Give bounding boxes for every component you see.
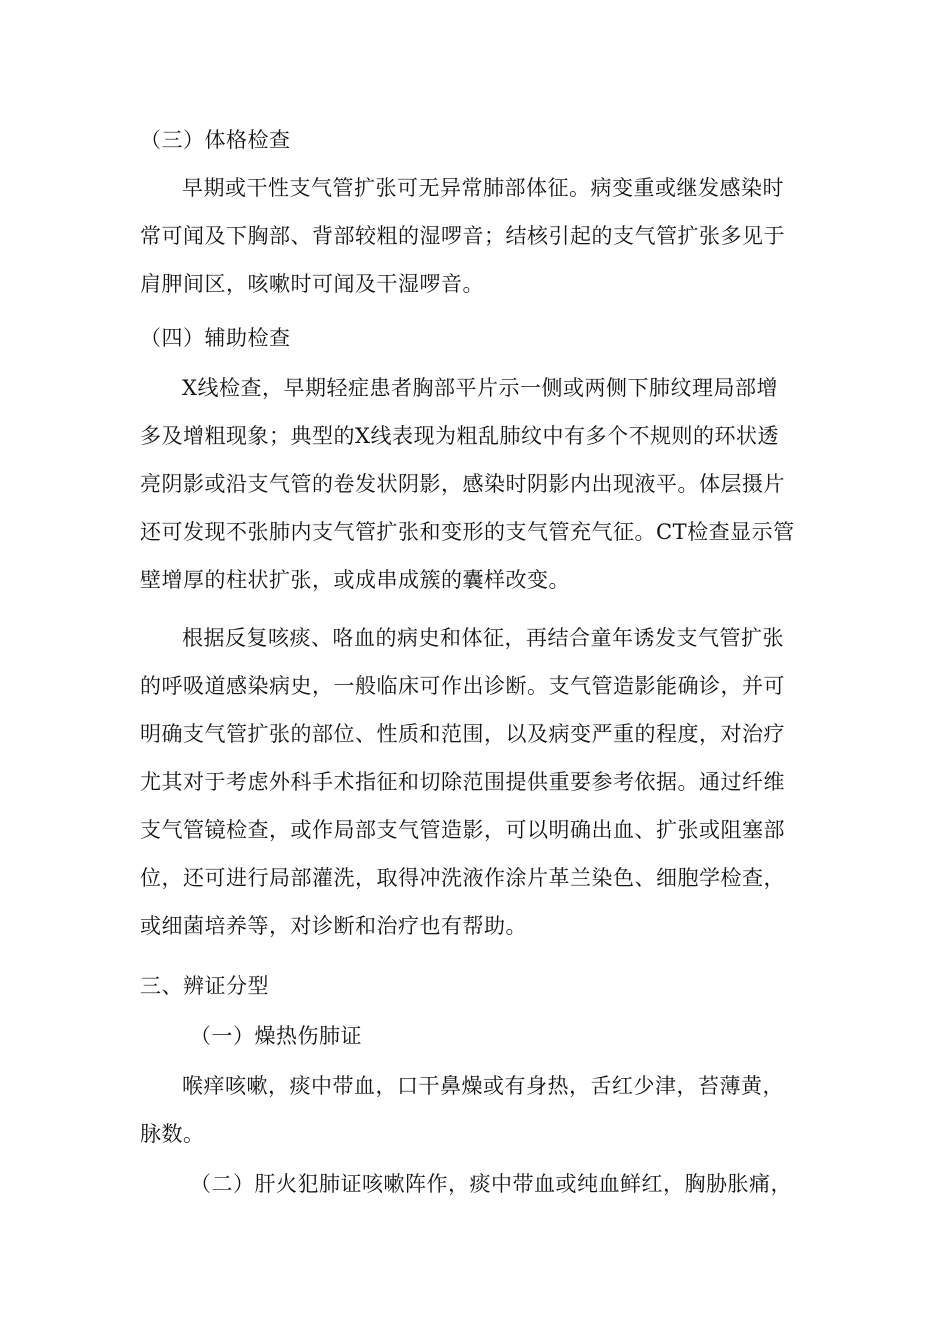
paragraph-line: 或细菌培养等，对诊断和治疗也有帮助。 (140, 914, 527, 938)
section-heading-auxiliary-exam: （四）辅助检查 (140, 326, 291, 350)
paragraph-line: 明确支气管扩张的部位、性质和范围，以及病变严重的程度，对治疗 (140, 722, 785, 746)
dryness-heat-paragraph (140, 1062, 784, 1158)
auxiliary-exam-paragraph-1 (140, 364, 795, 604)
subheading-dryness-heat: （一）燥热伤肺证 (190, 1024, 362, 1048)
paragraph-line: 的呼吸道感染病史，一般临床可作出诊断。支气管造影能确诊，并可 (140, 674, 785, 698)
paragraph-line: 常可闻及下胸部、背部较粗的湿啰音；结核引起的支气管扩张多见于 (140, 224, 785, 248)
paragraph-line: 多及增粗现象；典型的X线表现为粗乱肺纹中有多个不规则的环状透 (140, 424, 779, 448)
paragraph-line: X线检查，早期轻症患者胸部平片示一侧或两侧下肺纹理局部增 (182, 376, 778, 400)
paragraph-line: 位，还可进行局部灌洗，取得冲洗液作涂片革兰染色、细胞学检查， (140, 866, 785, 890)
section-heading-physical-exam: （三）体格检查 (140, 128, 291, 152)
paragraph-line: 还可发现不张肺内支气管扩张和变形的支气管充气征。CT检查显示管 (140, 520, 795, 544)
paragraph-line: 脉数。 (140, 1122, 205, 1146)
auxiliary-exam-paragraph-2 (140, 614, 785, 950)
paragraph-line: 尤其对于考虑外科手术指征和切除范围提供重要参考依据。通过纤维 (140, 770, 785, 794)
physical-exam-paragraph (140, 164, 785, 308)
paragraph-line: 早期或干性支气管扩张可无异常肺部体征。病变重或继发感染时 (182, 176, 784, 200)
section-heading-syndrome-types: 三、辨证分型 (140, 974, 269, 998)
paragraph-line: 根据反复咳痰、咯血的病史和体征，再结合童年诱发支气管扩张 (182, 626, 784, 650)
paragraph-line: 支气管镜检查，或作局部支气管造影，可以明确出血、扩张或阻塞部 (140, 818, 785, 842)
paragraph-line: 壁增厚的柱状扩张，或成串成簇的囊样改变。 (140, 568, 570, 592)
paragraph-line: 亮阴影或沿支气管的卷发状阴影，感染时阴影内出现液平。体层摄片 (140, 472, 785, 496)
subheading-liver-fire: （二）肝火犯肺证咳嗽阵作，痰中带血或纯血鲜红，胸胁胀痛， (190, 1172, 792, 1196)
paragraph-line: 喉痒咳嗽，痰中带血，口干鼻燥或有身热，舌红少津，苔薄黄， (182, 1074, 784, 1098)
paragraph-line: 肩胛间区，咳嗽时可闻及干湿啰音。 (140, 272, 484, 296)
